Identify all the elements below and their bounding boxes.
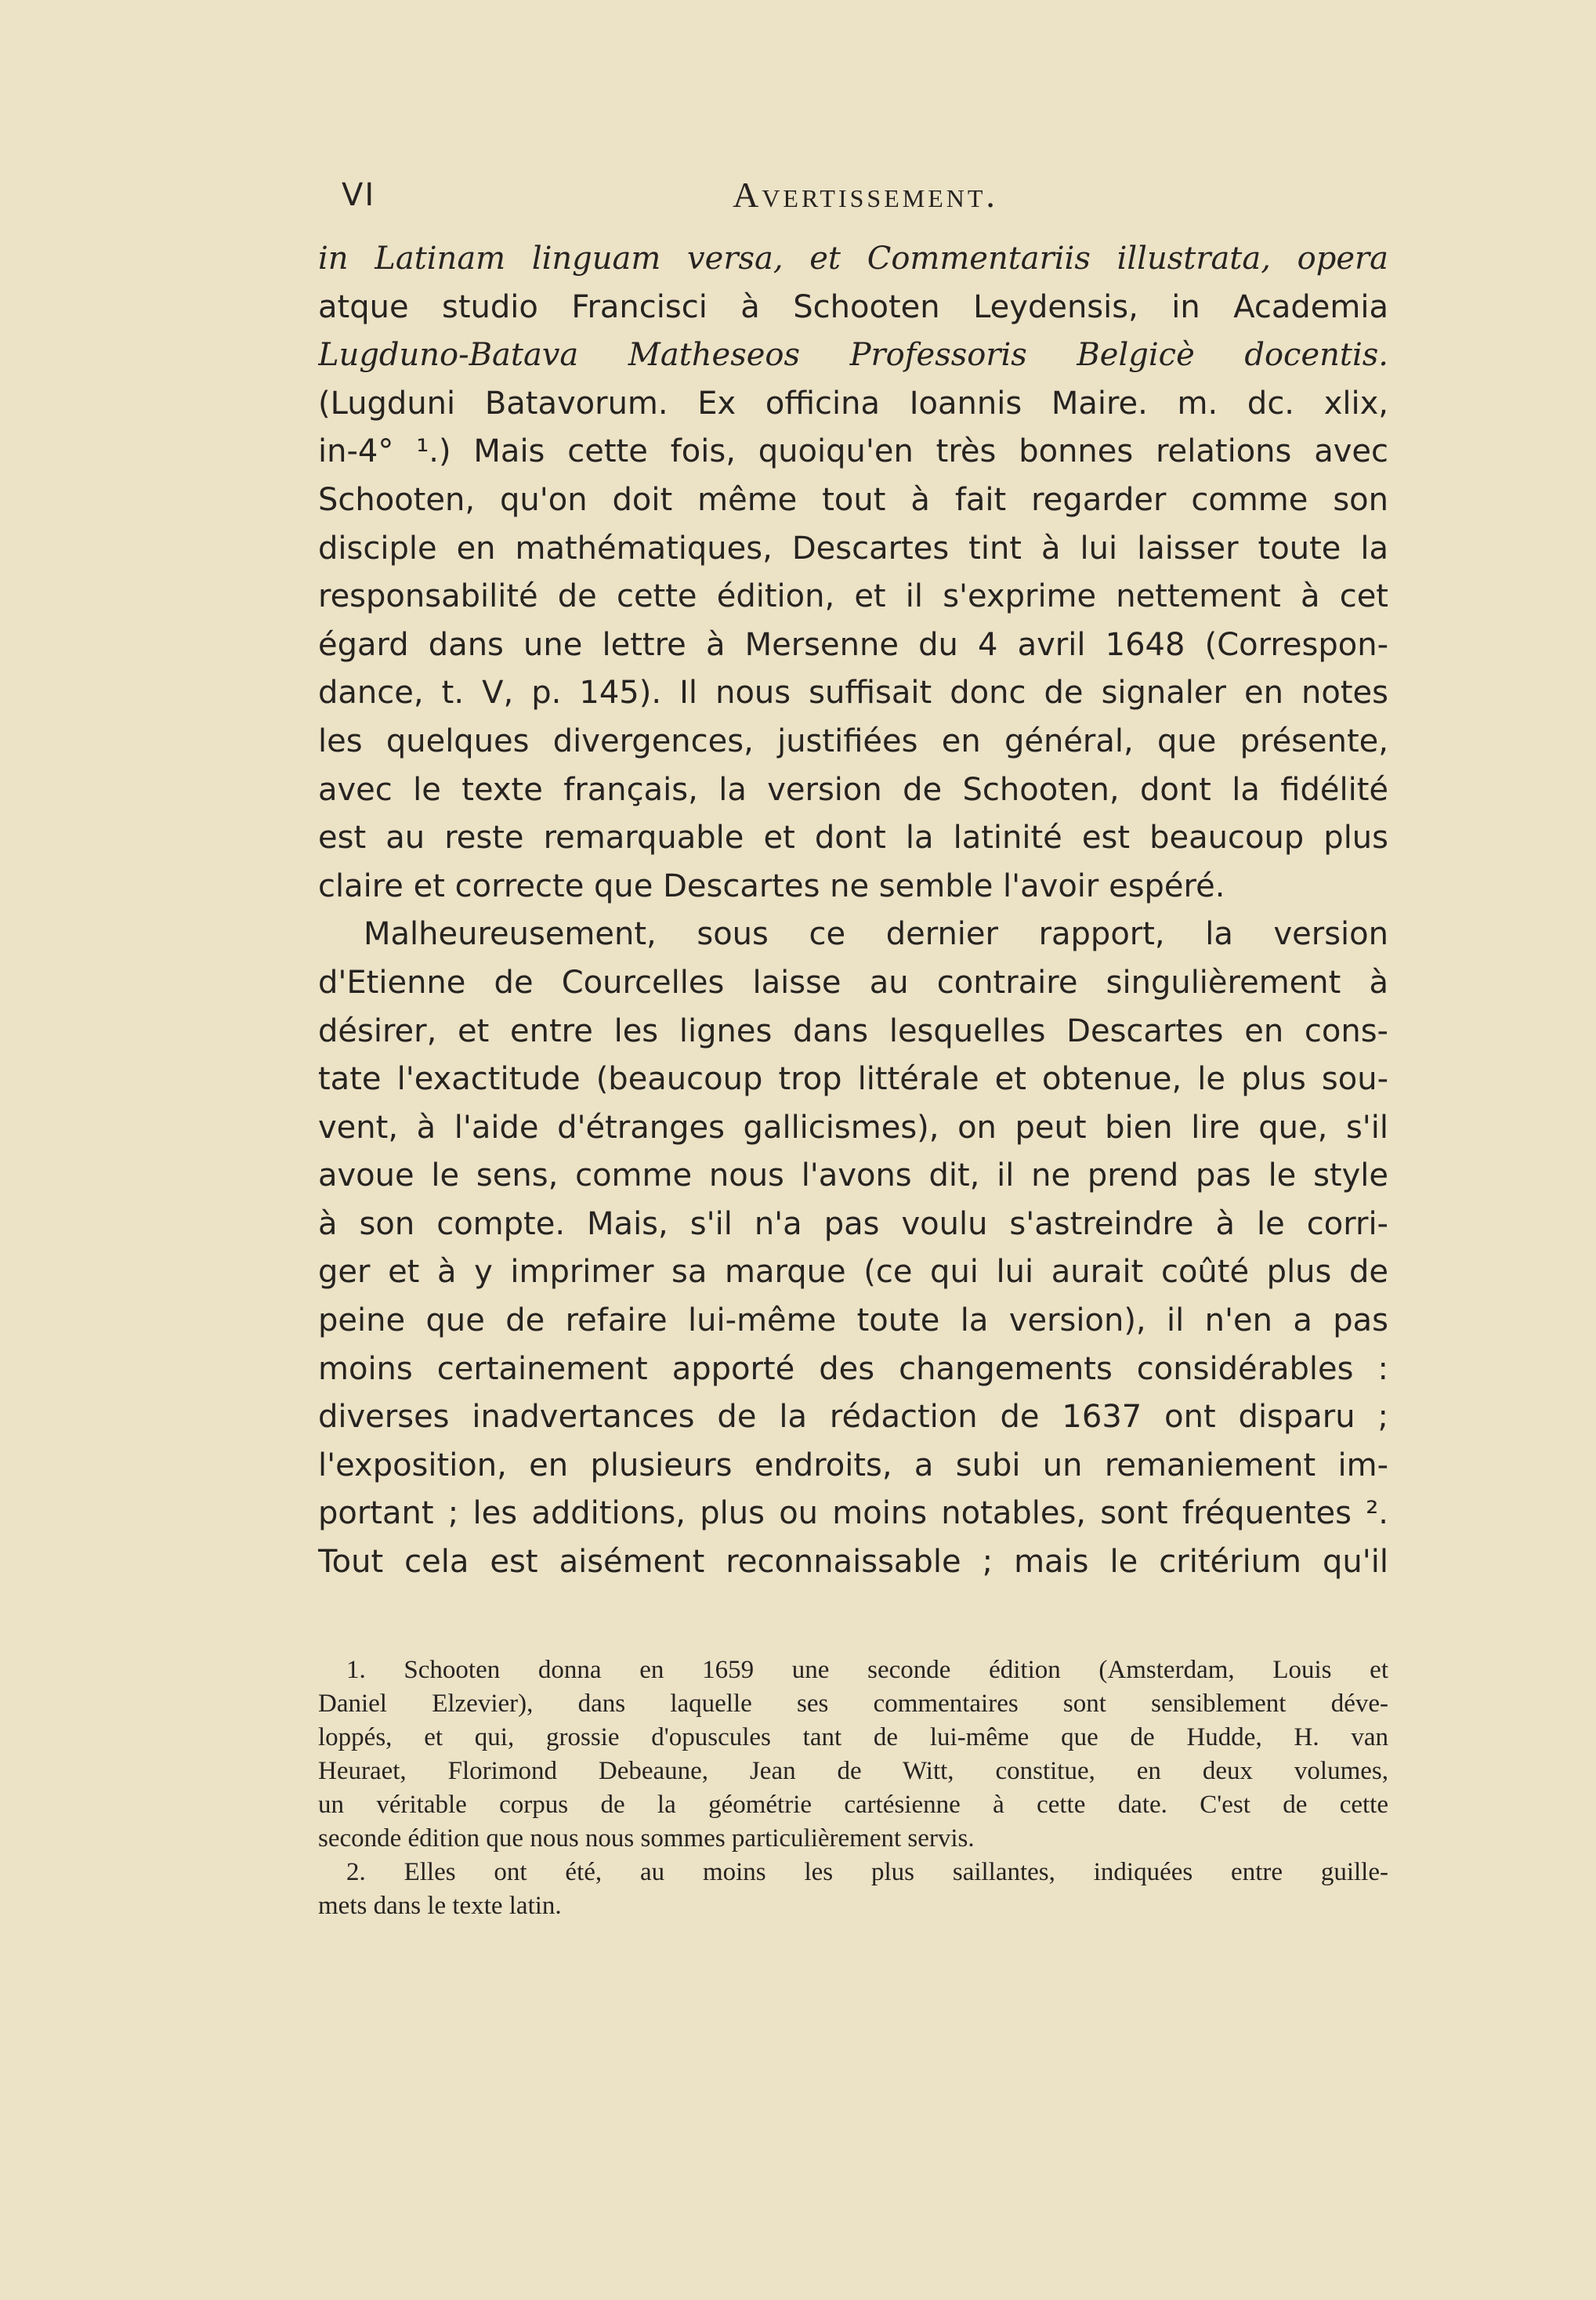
footnote-line: loppés, et qui, grossie d'opuscules tant de lui-même que de Hudde, H. van — [318, 1723, 1388, 1751]
text-line: avoue le sens, comme nous l'avons dit, il ne prend pas le style — [318, 1157, 1388, 1194]
text-line: Malheureusement, sous ce dernier rapport, la version — [364, 916, 1388, 953]
text-line: égard dans une lettre à Mersenne du 4 avril 1648 (Correspon- — [318, 626, 1388, 663]
text-line: à son compte. Mais, s'il n'a pas voulu s'astreindre à le corri- — [318, 1205, 1388, 1242]
text-line: désirer, et entre les lignes dans lesquelles Descartes en cons- — [318, 1012, 1388, 1049]
text-line: Lugduno-Batava Matheseos Professoris Belgicè docentis. — [318, 337, 1388, 374]
text-line: avec le texte français, la version de Schooten, dont la fidélité — [318, 771, 1388, 808]
text-line: est au reste remarquable et dont la latinité est beaucoup plus — [318, 820, 1388, 857]
text-line: l'exposition, en plusieurs endroits, a subi un remaniement im- — [318, 1447, 1388, 1483]
footnote-line: mets dans le texte latin. — [318, 1892, 562, 1920]
text-line: responsabilité de cette édition, et il s'exprime nettement à cet — [318, 578, 1388, 615]
text-line: in Latinam linguam versa, et Commentariis illustrata, opera — [318, 241, 1388, 277]
text-line: dance, t. V, p. 145). Il nous suffisait donc de signaler en notes — [318, 675, 1388, 712]
footnote-line: seconde édition que nous nous sommes particulièrement servis. — [318, 1824, 975, 1853]
text-line: disciple en mathématiques, Descartes tint à lui laisser toute la — [318, 530, 1388, 567]
text-line: diverses inadvertances de la rédaction de 1637 ont disparu ; — [318, 1399, 1388, 1436]
body-text — [318, 235, 1388, 1587]
footnote-line: 2. Elles ont été, au moins les plus saillantes, indiquées entre guille- — [346, 1858, 1388, 1886]
text-line: ger et à y imprimer sa marque (ce qui lui aurait coûté plus de — [318, 1254, 1388, 1291]
text-line: Tout cela est aisément reconnaissable ; mais le critérium qu'il — [318, 1544, 1388, 1581]
text-line: portant ; les additions, plus ou moins notables, sont fréquentes ². — [318, 1495, 1388, 1532]
text-line: in-4° ¹.) Mais cette fois, quoiqu'en très bonnes relations avec — [318, 433, 1388, 470]
text-line: vent, à l'aide d'étranges gallicismes), on peut bien lire que, s'il — [318, 1109, 1388, 1146]
text-line: atque studio Francisci à Schooten Leydensis, in Academia — [318, 288, 1388, 325]
page-number: VI — [342, 177, 376, 213]
page-header — [338, 174, 1392, 224]
text-line: Schooten, qu'on doit même tout à fait regarder comme son — [318, 481, 1388, 518]
text-line: (Lugduni Batavorum. Ex officina Ioannis Maire. m. dc. xlix, — [318, 385, 1388, 422]
text-line: les quelques divergences, justifiées en général, que présente, — [318, 723, 1388, 759]
text-line: d'Etienne de Courcelles laisse au contraire singulièrement à — [318, 964, 1388, 1001]
text-line: claire et correcte que Descartes ne semble l'avoir espéré. — [318, 867, 1225, 904]
footnote-line: 1. Schooten donna en 1659 une seconde édition (Amsterdam, Louis et — [346, 1656, 1388, 1684]
running-title: Avertissement. — [733, 175, 998, 215]
footnote-line: un véritable corpus de la géométrie cartésienne à cette date. C'est de cette — [318, 1791, 1388, 1819]
text-line: moins certainement apporté des changements considérables : — [318, 1350, 1388, 1387]
footnote-line: Heuraet, Florimond Debeaune, Jean de Witt, constitue, en deux volumes, — [318, 1757, 1388, 1785]
footnotes — [318, 1653, 1388, 1923]
footnote-line: Daniel Elzevier), dans laquelle ses commentaires sont sensiblement déve- — [318, 1690, 1388, 1718]
text-line: peine que de refaire lui-même toute la version), il n'en a pas — [318, 1302, 1388, 1339]
text-line: tate l'exactitude (beaucoup trop littérale et obtenue, le plus sou- — [318, 1061, 1388, 1098]
